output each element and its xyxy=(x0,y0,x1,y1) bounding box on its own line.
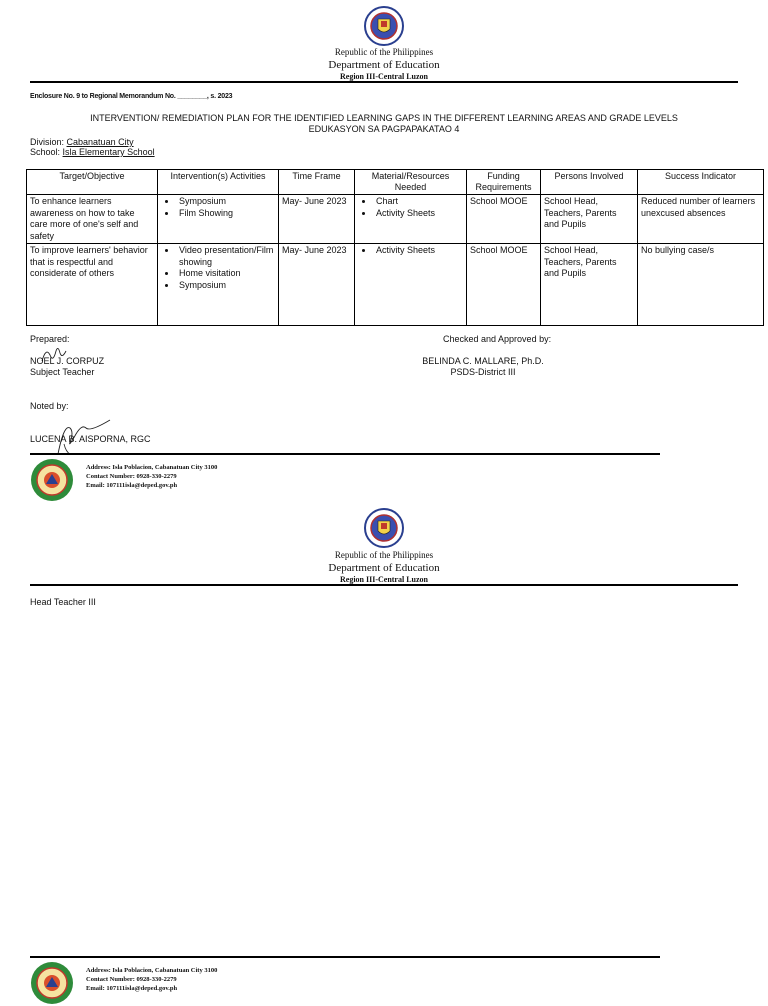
cell-materials xyxy=(355,244,467,326)
approved-name: BELINDA C. MALLARE, Ph.D. xyxy=(422,356,544,366)
col-header-interventions: Intervention(s) Activities xyxy=(158,170,279,195)
table-row xyxy=(27,244,764,326)
list-item: • Activity Sheets xyxy=(374,245,463,257)
school-label: School: xyxy=(30,147,61,157)
plan-subtitle: EDUKASYON SA PAGPAPAKATAO 4 xyxy=(308,124,460,134)
header-rule xyxy=(30,584,738,586)
school-logo-icon xyxy=(30,961,74,1005)
prepared-label: Prepared: xyxy=(30,334,70,344)
footer-rule xyxy=(30,453,660,455)
list-item: • Chart xyxy=(374,196,463,208)
deped-seal-icon xyxy=(364,508,404,548)
list-item: • Symposium xyxy=(177,196,275,208)
cell-interventions xyxy=(158,195,279,244)
list-item: • Activity Sheets xyxy=(374,208,463,220)
footer-contact: Contact Number: 0928-330-2279 xyxy=(86,473,177,480)
plan-title: INTERVENTION/ REMEDIATION PLAN FOR THE IDENTIFIED LEARNING GAPS IN THE DIFFERENT LEARNING AREAS AND GRADE LEVELS xyxy=(90,113,678,123)
footer-email: Email: 107111isla@deped.gov.ph xyxy=(86,985,178,992)
noted-title: Head Teacher III xyxy=(30,597,96,607)
cell-funding: School MOOE xyxy=(467,195,541,244)
noted-name: LUCENA B. AISPORNA, RGC xyxy=(30,434,151,444)
enclosure-note: Enclosure No. 9 to Regional Memorandum No. ________, s. 2023 xyxy=(30,93,233,100)
footer-address: Address: Isla Poblacion, Cabanatuan City 3100 xyxy=(86,967,218,974)
cell-indicator: No bullying case/s xyxy=(638,244,764,326)
deped-seal-icon xyxy=(364,6,404,46)
cell-persons: School Head, Teachers, Parents and Pupils xyxy=(541,195,638,244)
col-header-time-frame: Time Frame xyxy=(279,170,355,195)
col-header-funding: Funding Requirements xyxy=(467,170,541,195)
header-republic: Republic of the Philippines xyxy=(334,550,434,560)
school-line xyxy=(30,147,155,157)
cell-target: To enhance learners awareness on how to take care more of one's self and safety xyxy=(27,195,158,244)
col-header-materials: Material/Resources Needed xyxy=(355,170,467,195)
col-header-target: Target/Objective xyxy=(27,170,158,195)
footer-contact: Contact Number: 0928-330-2279 xyxy=(86,976,177,983)
list-item: • Symposium xyxy=(177,280,275,292)
table-row xyxy=(27,195,764,244)
footer-address: Address: Isla Poblacion, Cabanatuan City 3100 xyxy=(86,464,218,471)
cell-interventions xyxy=(158,244,279,326)
approved-label: Checked and Approved by: xyxy=(443,334,552,344)
table-header-row xyxy=(27,170,764,195)
cell-funding: School MOOE xyxy=(467,244,541,326)
col-header-persons: Persons Involved xyxy=(541,170,638,195)
cell-indicator: Reduced number of learners unexcused absences xyxy=(638,195,764,244)
list-item: • Film Showing xyxy=(177,208,275,220)
cell-materials xyxy=(355,195,467,244)
header-rule xyxy=(30,81,738,83)
cell-target: To improve learners' behavior that is respectful and considerate of others xyxy=(27,244,158,326)
approved-title: PSDS-District III xyxy=(450,367,516,377)
intervention-table xyxy=(26,169,764,326)
header-department: Department of Education xyxy=(328,562,440,574)
school-value: Isla Elementary School xyxy=(62,147,155,157)
cell-persons: School Head, Teachers, Parents and Pupils xyxy=(541,244,638,326)
footer-email: Email: 107111isla@deped.gov.ph xyxy=(86,482,178,489)
list-item: • Home visitation xyxy=(177,268,275,280)
list-item: • Video presentation/Film showing xyxy=(177,245,275,268)
cell-time-frame: May- June 2023 xyxy=(279,244,355,326)
prepared-title: Subject Teacher xyxy=(30,367,95,377)
header-region: Region III-Central Luzon xyxy=(339,575,428,584)
division-value: Cabanatuan City xyxy=(66,137,134,147)
footer-rule xyxy=(30,956,660,958)
cell-time-frame: May- June 2023 xyxy=(279,195,355,244)
header-department: Department of Education xyxy=(328,59,440,71)
prepared-name: NOEL J. CORPUZ xyxy=(30,356,105,366)
col-header-indicator: Success Indicator xyxy=(638,170,764,195)
noted-label: Noted by: xyxy=(30,401,69,411)
division-line xyxy=(30,137,134,147)
division-label: Division: xyxy=(30,137,65,147)
header-region: Region III-Central Luzon xyxy=(339,72,428,81)
school-logo-icon xyxy=(30,458,74,502)
header-republic: Republic of the Philippines xyxy=(334,47,434,57)
